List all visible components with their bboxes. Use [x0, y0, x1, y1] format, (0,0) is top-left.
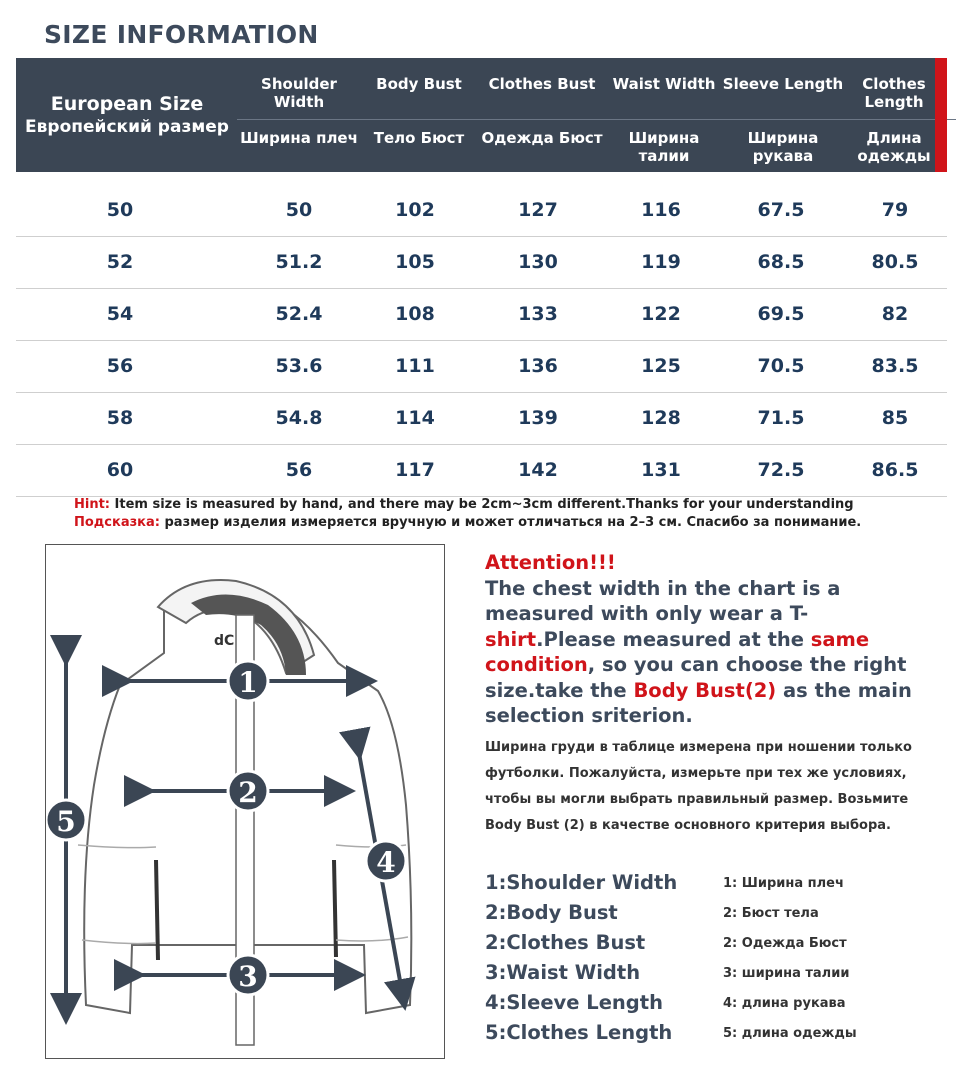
header-clothes-bust — [480, 58, 604, 172]
table-cell: 60 — [106, 459, 134, 481]
table-row — [16, 341, 947, 393]
table-cell: 127 — [518, 199, 558, 221]
hint-text: Item size is measured by hand, and there may be 2cm~3cm different.Thanks for your understanding — [114, 497, 854, 512]
header-label-ru: Тело Бюст — [373, 129, 465, 147]
header-label-en: Body Bust — [376, 75, 462, 93]
table-cell: 136 — [518, 355, 558, 377]
table-cell: 72.5 — [757, 459, 805, 481]
legend-item: 1: Ширина плеч — [723, 876, 844, 891]
table-cell: 67.5 — [757, 199, 805, 221]
header-divider — [602, 119, 726, 120]
badge-label: 4 — [376, 846, 396, 879]
header-divider — [480, 119, 604, 120]
table-cell: 50 — [106, 199, 134, 221]
header-divider — [357, 119, 481, 120]
table-row — [16, 289, 947, 341]
header-waist-width — [602, 58, 726, 172]
header-label-ru: Длина одежды — [857, 129, 931, 165]
legend-item: 1:Shoulder Width — [485, 871, 678, 894]
badge-5 — [46, 800, 86, 840]
badge-4 — [366, 841, 406, 881]
legend-item: 2:Body Bust — [485, 901, 618, 924]
table-cell: 54 — [106, 303, 134, 325]
header-sleeve-length — [721, 58, 845, 172]
header-label-ru: Ширина плеч — [240, 129, 358, 147]
table-cell: 108 — [395, 303, 435, 325]
header-label-en: Clothes Length — [862, 75, 926, 111]
table-cell: 70.5 — [757, 355, 805, 377]
header-accent-bar — [935, 58, 947, 172]
table-cell: 86.5 — [871, 459, 919, 481]
hint-ru — [74, 514, 861, 532]
header-label-ru: Ширина рукава — [747, 129, 819, 165]
hint-text: размер изделия измеряется вручную и может отличаться на 2–3 см. Спасибо за понимание. — [164, 515, 862, 530]
table-cell: 85 — [881, 407, 909, 429]
legend-item: 2:Clothes Bust — [485, 931, 646, 954]
table-row — [16, 237, 947, 289]
table-row — [16, 445, 947, 497]
brand-logo: dC — [214, 633, 235, 649]
table-cell: 105 — [395, 251, 435, 273]
table-cell: 139 — [518, 407, 558, 429]
header-european-size-en: European Size — [50, 93, 204, 115]
table-cell: 51.2 — [275, 251, 323, 273]
header-label-ru: Ширина талии — [628, 129, 700, 165]
table-cell: 80.5 — [871, 251, 919, 273]
table-cell: 53.6 — [275, 355, 323, 377]
legend-ru — [723, 868, 943, 1048]
table-cell: 142 — [518, 459, 558, 481]
header-label-en: Sleeve Length — [722, 75, 844, 93]
attention-ru-text: Ширина груди в таблице измерена при ношении только футболки. Пожалуйста, измерьте при тех же условиях, чтобы вы могли выбрать правильный размер. Возьмите Body Bust (2) в качестве основного критерия выбора. — [485, 740, 912, 833]
table-cell: 133 — [518, 303, 558, 325]
page-title: SIZE INFORMATION — [44, 20, 319, 49]
table-cell: 56 — [106, 355, 134, 377]
header-label-ru: Одежда Бюст — [481, 129, 603, 147]
table-cell: 52.4 — [275, 303, 323, 325]
table-cell: 102 — [395, 199, 435, 221]
table-cell: 119 — [641, 251, 681, 273]
size-table-header — [16, 58, 936, 172]
header-european-size — [16, 58, 238, 172]
legend-item: 2: Одежда Бюст — [723, 936, 847, 951]
table-cell: 68.5 — [757, 251, 805, 273]
table-cell: 122 — [641, 303, 681, 325]
table-cell: 54.8 — [275, 407, 323, 429]
table-cell: 69.5 — [757, 303, 805, 325]
header-label-en: Waist Width — [612, 75, 716, 93]
header-label-en: Clothes Bust — [488, 75, 596, 93]
header-shoulder-width — [237, 58, 361, 172]
badge-label: 5 — [56, 805, 76, 838]
hint-en — [74, 496, 861, 514]
header-divider — [237, 119, 361, 120]
table-cell: 131 — [641, 459, 681, 481]
legend-item: 2: Бюст тела — [723, 906, 819, 921]
hint-label: Hint: — [74, 497, 111, 512]
table-cell: 117 — [395, 459, 435, 481]
table-row — [16, 393, 947, 445]
header-label-en: Shoulder Width — [261, 75, 337, 111]
hint-label: Подсказка: — [74, 515, 160, 530]
header-european-size-ru: Европейский размер — [25, 117, 229, 137]
table-cell: 79 — [881, 199, 909, 221]
jacket-illustration — [46, 545, 444, 1058]
table-cell: 50 — [285, 199, 313, 221]
table-cell: 111 — [395, 355, 435, 377]
legend-item: 4:Sleeve Length — [485, 991, 663, 1014]
pocket-right — [334, 860, 336, 957]
table-cell: 116 — [641, 199, 681, 221]
attention-text: The chest width in the chart is a measured with only wear a T-shirt.Please measured at the same condition, so you can choose the right size.take the Body Bust(2) as the main selection sriterion. — [485, 576, 912, 727]
pocket-left — [156, 860, 158, 960]
table-cell: 114 — [395, 407, 435, 429]
badge-2 — [228, 771, 268, 811]
table-cell: 83.5 — [871, 355, 919, 377]
legend-item: 5: длина одежды — [723, 1026, 857, 1041]
header-body-bust — [357, 58, 481, 172]
header-divider — [721, 119, 845, 120]
legend-item: 3:Waist Width — [485, 961, 641, 984]
badge-3 — [228, 955, 268, 995]
hint-block — [74, 496, 861, 532]
size-table-body — [16, 185, 947, 497]
badge-1 — [228, 661, 268, 701]
table-cell: 128 — [641, 407, 681, 429]
table-row — [16, 185, 947, 237]
badge-label: 2 — [238, 776, 258, 809]
table-cell: 125 — [641, 355, 681, 377]
legend-item: 4: длина рукава — [723, 996, 846, 1011]
table-cell: 52 — [106, 251, 134, 273]
badge-label: 3 — [238, 960, 258, 993]
table-cell: 56 — [285, 459, 313, 481]
legend-item: 3: ширина талии — [723, 966, 850, 981]
table-cell: 71.5 — [757, 407, 805, 429]
jacket-diagram — [45, 544, 445, 1059]
attention-label: Attention!!! — [485, 551, 616, 574]
table-cell: 58 — [106, 407, 134, 429]
badge-label: 1 — [238, 666, 258, 699]
legend-en — [485, 868, 715, 1048]
table-cell: 82 — [881, 303, 909, 325]
table-cell: 130 — [518, 251, 558, 273]
attention-block — [485, 550, 935, 729]
legend-item: 5:Clothes Length — [485, 1021, 673, 1044]
